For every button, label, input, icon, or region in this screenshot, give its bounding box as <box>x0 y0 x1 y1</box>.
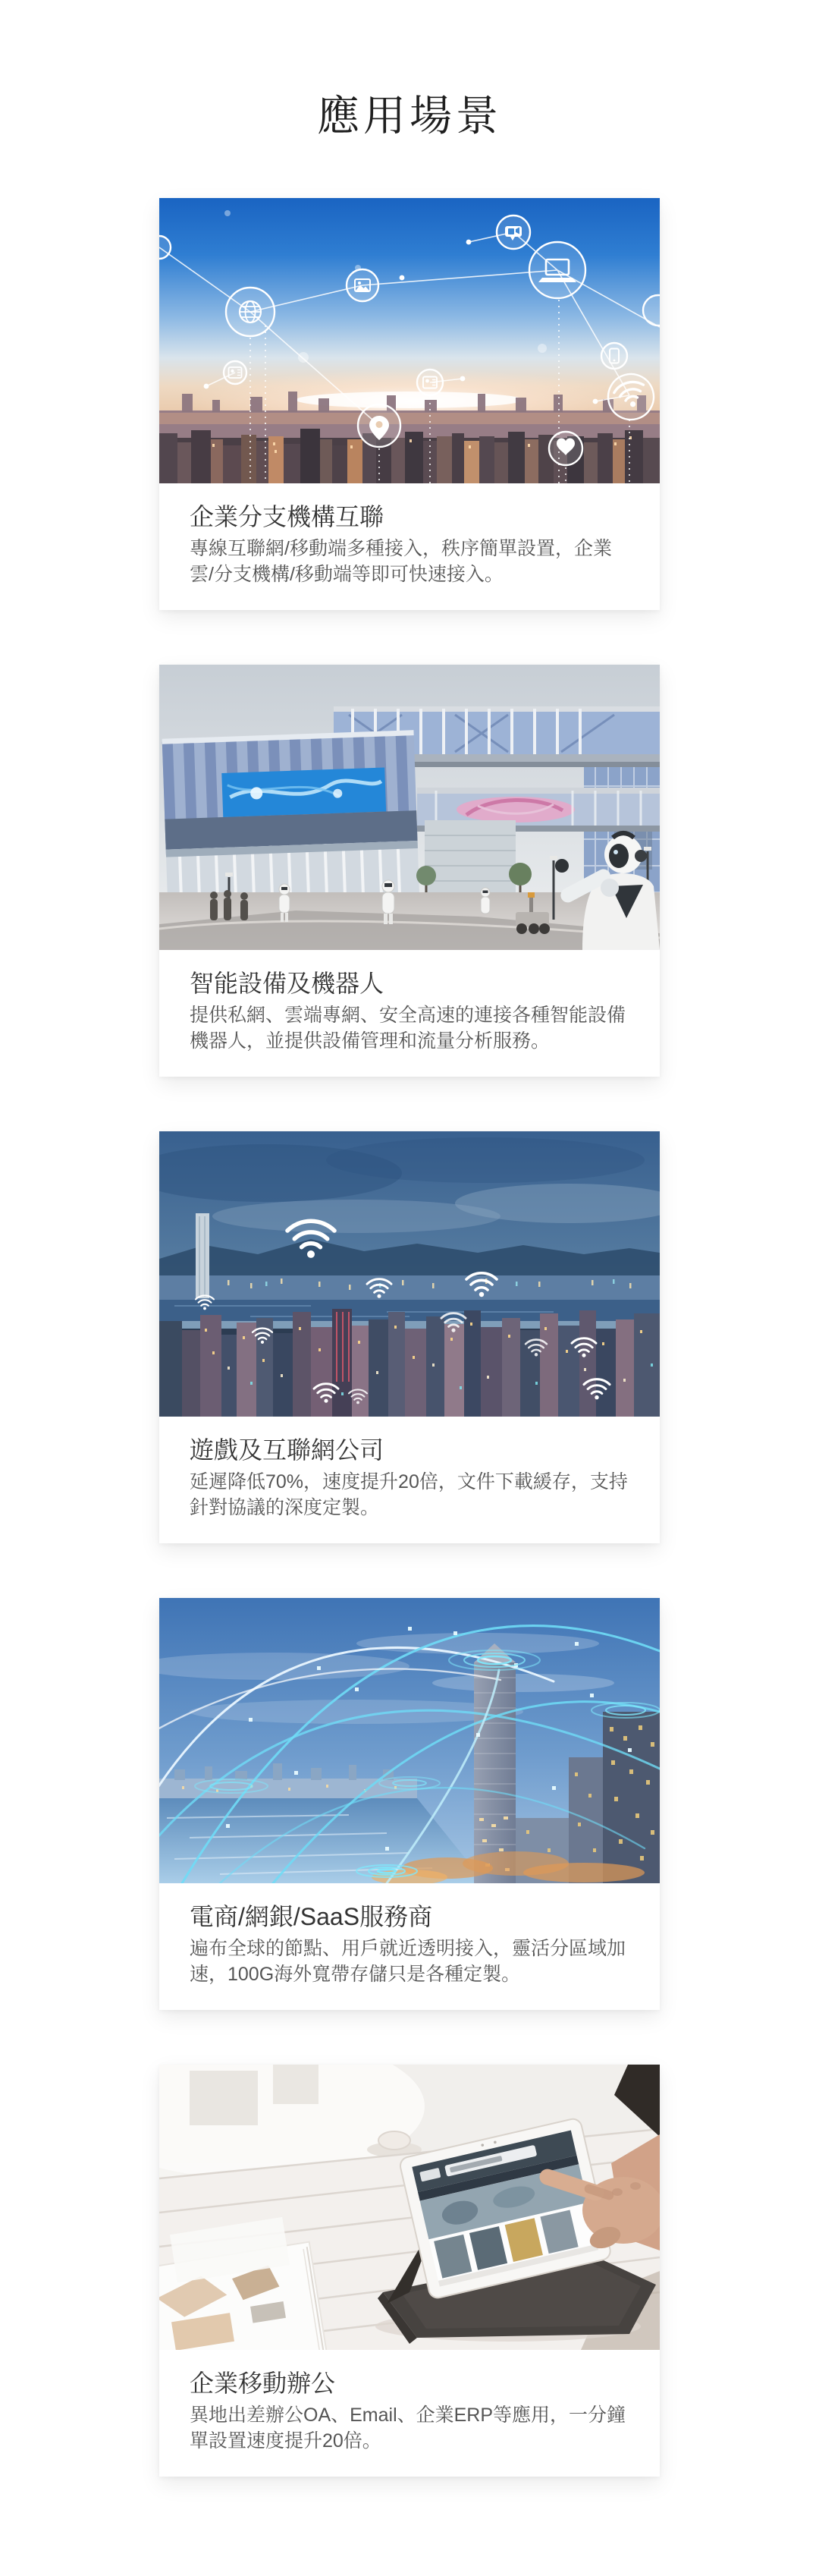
card-title: 遊戲及互聯網公司 <box>190 1436 384 1464</box>
photo-icon <box>347 269 378 301</box>
laptop-icon <box>529 242 585 298</box>
card-image-robot-campus <box>159 665 660 950</box>
card-body <box>159 950 660 1077</box>
card-enterprise-branch <box>159 198 660 610</box>
card-description: 遍布全球的節點、用戶就近透明接入，靈活分區域加速，100G海外寬帶存儲只是各種定製。 <box>190 1938 626 1985</box>
video-chat-icon <box>497 215 530 249</box>
card-image-tablet-office <box>159 2065 660 2350</box>
card-description: 異地出差辦公OA、Email、企業ERP等應用，一分鐘單設置速度提升20倍。 <box>190 2405 626 2452</box>
card-body <box>159 1883 660 2010</box>
main-building <box>162 730 419 905</box>
globe-icon <box>226 288 275 336</box>
scenario-card-list <box>159 198 660 2477</box>
smartphone-icon <box>601 343 627 369</box>
heart-icon <box>549 432 582 465</box>
card-image-network-arcs-city <box>159 1598 660 1883</box>
people-silhouettes <box>210 890 248 920</box>
card-image-smart-city-iot <box>159 198 660 483</box>
location-pin-icon <box>358 404 400 447</box>
card-title: 企業分支機構互聯 <box>190 503 384 530</box>
led-screen <box>221 768 386 817</box>
card-title: 企業移動辦公 <box>190 2370 336 2397</box>
card-body <box>159 483 660 610</box>
card-description: 提供私網、雲端專網、安全高速的連接各種智能設備機器人，並提供設備管理和流量分析服務。 <box>190 1005 626 1052</box>
card-body <box>159 2350 660 2477</box>
card-description: 延遲降低70%，速度提升20倍，文件下載緩存，支持針對協議的深度定製。 <box>190 1471 628 1518</box>
card-smart-devices-robots <box>159 665 660 1077</box>
card-title: 智能設備及機器人 <box>190 970 384 997</box>
contact-card-icon <box>224 361 246 384</box>
card-title: 電商/網銀/SaaS服務商 <box>190 1903 433 1930</box>
card-gaming-internet <box>159 1131 660 1543</box>
page-title: 應用場景 <box>317 92 502 140</box>
card-mobile-office <box>159 2065 660 2477</box>
contact-card-icon <box>417 370 443 395</box>
card-description: 專線互聯網/移動端多種接入，秩序簡單設置，企業雲/分支機構/移動端等即可快速接入。 <box>190 538 612 585</box>
card-image-wifi-city <box>159 1131 660 1417</box>
card-body <box>159 1417 660 1543</box>
card-ecommerce-saas <box>159 1598 660 2010</box>
